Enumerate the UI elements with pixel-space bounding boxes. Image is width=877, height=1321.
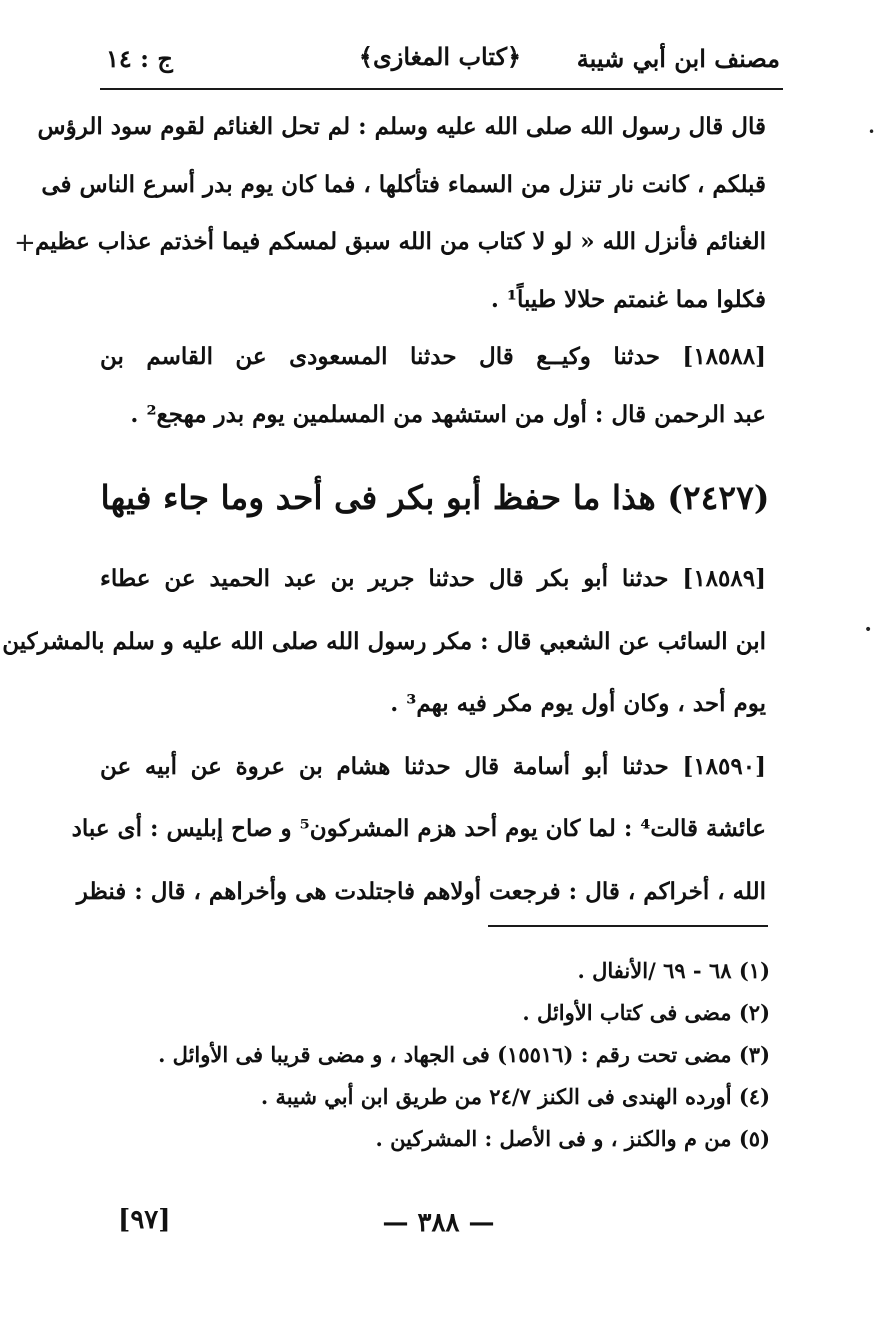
volume-label: ج : ١٤ xyxy=(106,44,173,73)
text-line: عائشة قالت⁴ : لما كان يوم أحد هزم المشركون⁵ و صاح إبليس : أى عباد xyxy=(71,815,766,842)
text-line: قبلكم ، كانت نار تنزل من السماء فتأكلها ، فما كان يوم بدر أسرع الناس فى xyxy=(41,170,766,198)
margin-dot-icon: • xyxy=(864,622,873,638)
chapter-heading: (٢٤٢٧) هذا ما حفظ أبو بكر فى أحد وما جاء فيها xyxy=(100,478,770,517)
hadith-line: [١٨٥٨٨] حدثنا وكيــع قال حدثنا المسعودى عن القاسم بن xyxy=(100,343,766,370)
footnotes xyxy=(150,950,770,1160)
footnote: (٤) أورده الهندى فى الكنز ٢٤/٧ من طريق ابن أبي شيبة . xyxy=(260,1084,770,1109)
hadith-line: [١٨٥٨٩] حدثنا أبو بكر قال حدثنا جرير بن عبد الحميد عن عطاء xyxy=(100,565,766,592)
margin-dot-icon: • xyxy=(868,125,876,139)
footnote-divider xyxy=(488,925,768,927)
footnote: (٥) من م والكنز ، و فى الأصل : المشركين . xyxy=(375,1126,770,1151)
book-title: مصنف ابن أبي شيبة xyxy=(576,44,780,73)
text-line: ابن السائب عن الشعبي قال : مكر رسول الله صلى الله عليه و سلم بالمشركين xyxy=(2,627,766,655)
footnote: (٢) مضى فى كتاب الأوائل . xyxy=(522,1000,770,1025)
main-text-block-1 xyxy=(34,98,766,443)
footnote: (١) ٦٨ - ٦٩ /الأنفال . xyxy=(577,958,770,983)
text-line: عبد الرحمن قال : أول من استشهد من المسلمين يوم بدر مهجع² . xyxy=(130,400,766,428)
header-divider xyxy=(100,88,783,90)
text-line: يوم أحد ، وكان أول يوم مكر فيه بهم³ . xyxy=(390,690,766,717)
page-number: — ٣٨٨ — xyxy=(382,1208,495,1238)
running-header xyxy=(100,38,780,88)
text-line: الغنائم فأنزل الله « لو لا كتاب من الله سبق لمسكم فيما أخذتم عذاب عظيم xyxy=(34,228,766,255)
main-text-block-2 xyxy=(2,548,766,923)
margin-cross-icon: + xyxy=(14,228,36,258)
section-title: ﴿كتاب المغازى﴾ xyxy=(358,42,522,71)
text-line: الله ، أخراكم ، قال : فرجعت أولاهم فاجتلدت هى وأخراهم ، قال : فنظر xyxy=(76,877,766,905)
volume-page-number: [٩٧] xyxy=(118,1205,171,1235)
text-line: قال قال رسول الله صلى الله عليه وسلم : لم تحل الغنائم لقوم سود الرؤس xyxy=(37,113,766,140)
text-line: فكلوا مما غنمتم حلالا طيباً¹ . xyxy=(490,285,766,313)
hadith-line: [١٨٥٩٠] حدثنا أبو أسامة قال حدثنا هشام بن عروة عن أبيه عن xyxy=(100,752,766,780)
footnote: (٣) مضى تحت رقم : (١٥٥١٦) فى الجهاد ، و مضى قريبا فى الأوائل . xyxy=(158,1042,770,1067)
